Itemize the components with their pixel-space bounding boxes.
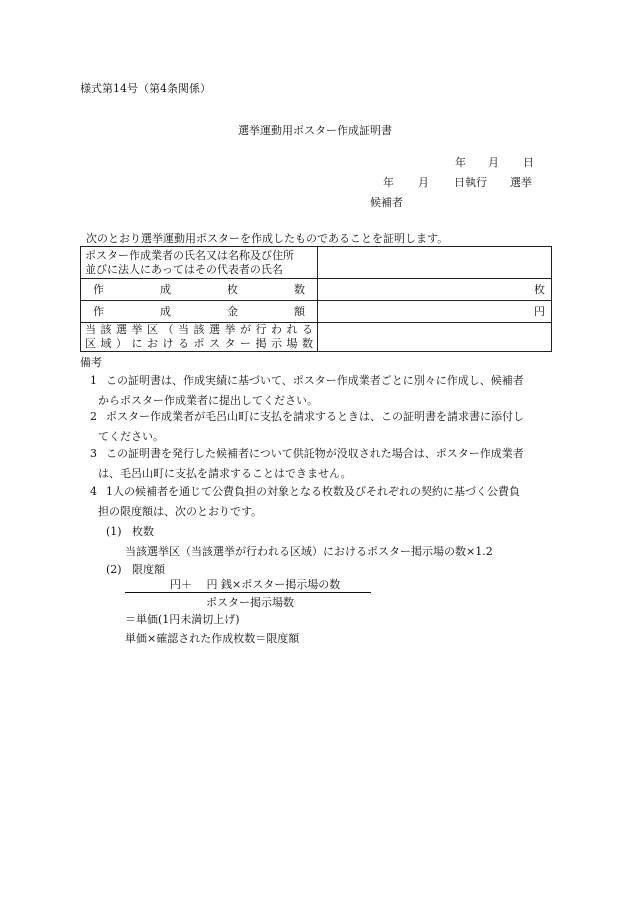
note-line: 担の限度額は、次のとおりです。 xyxy=(98,505,263,518)
date-year: 年 xyxy=(455,156,466,169)
count-label-char: 成 xyxy=(160,282,171,296)
note-number: 1 xyxy=(90,374,97,387)
formula-result-unit-price: ＝単価(1円未満切上げ) xyxy=(125,613,240,626)
sub2-title: 限度額 xyxy=(132,563,165,576)
certificate-table xyxy=(80,246,552,352)
notes-heading: 備考 xyxy=(80,356,102,369)
boards-label-line2: 区域）におけるポスター掲示場数 xyxy=(85,337,313,350)
date-day: 日 xyxy=(523,156,534,169)
note-line: からポスター作成業者に提出してください。 xyxy=(98,394,318,407)
intro-text: 次のとおり選挙運動用ポスターを作成したものであることを証明します。 xyxy=(86,232,449,245)
amount-label-char: 額 xyxy=(294,304,305,318)
note-item xyxy=(80,444,550,484)
boards-value xyxy=(318,323,552,352)
sub2-label: (2) xyxy=(106,563,122,576)
note-number: 4 xyxy=(90,485,97,498)
note-item xyxy=(80,407,550,447)
note-item xyxy=(80,482,550,522)
table-row xyxy=(81,301,552,323)
vendor-label-line2: 並びに法人にあってはその代表者の氏名 xyxy=(85,262,283,276)
note-line: この証明書は、作成実績に基づいて、ポスター作成業者ごとに別々に作成し、候補者 xyxy=(106,374,524,387)
count-label-char: 数 xyxy=(294,282,305,296)
exec-day: 日執行 xyxy=(454,176,487,189)
note-item xyxy=(80,371,550,411)
count-label-char: 枚 xyxy=(227,282,238,296)
fraction-denominator: ポスター掲示場数 xyxy=(206,596,294,609)
vendor-label xyxy=(81,247,318,279)
exec-month: 月 xyxy=(418,176,429,189)
note-line: 1人の候補者を通じて公費負担の対象となる枚数及びそれぞれの契約に基づく公費負 xyxy=(106,485,520,498)
amount-label xyxy=(81,301,318,323)
vendor-value xyxy=(318,247,552,279)
note-line: てください。 xyxy=(98,430,164,443)
formula-result-limit: 単価×確認された作成枚数＝限度額 xyxy=(125,632,300,645)
document-title: 選挙運動用ポスター作成証明書 xyxy=(238,124,392,137)
amount-label-char: 成 xyxy=(160,304,171,318)
boards-label-line1: 当該選挙区（当該選挙が行われる xyxy=(85,323,313,336)
sub1-title: 枚数 xyxy=(132,525,154,538)
count-unit: 枚 xyxy=(318,279,552,301)
table-row xyxy=(81,323,552,352)
note-number: 3 xyxy=(90,447,97,460)
date-month: 月 xyxy=(488,156,499,169)
vendor-label-line1: ポスター作成業者の氏名又は名称及び住所 xyxy=(85,248,294,262)
sub1-label: (1) xyxy=(106,525,122,538)
amount-label-char: 作 xyxy=(93,304,104,318)
fraction-bar xyxy=(125,592,371,593)
table-row xyxy=(81,247,552,279)
note-line: ポスター作成業者が毛呂山町に支払を請求するときは、この証明書を請求書に添付し xyxy=(106,410,524,423)
note-line: は、毛呂山町に支払を請求することはできません。 xyxy=(98,467,352,480)
note-line: この証明書を発行した候補者について供託物が没収された場合は、ポスター作成業者 xyxy=(106,447,524,460)
candidate-label: 候補者 xyxy=(370,196,403,209)
boards-label xyxy=(81,323,318,352)
count-label xyxy=(81,279,318,301)
table-row xyxy=(81,279,552,301)
sub1-text: 当該選挙区（当該選挙が行われる区域）におけるポスター掲示場の数×1.2 xyxy=(125,545,493,558)
form-number: 様式第14号（第4条関係） xyxy=(80,82,211,95)
fraction-numerator: 円＋ 円 銭×ポスター掲示場の数 xyxy=(170,578,341,591)
note-number: 2 xyxy=(90,410,97,423)
amount-label-char: 金 xyxy=(227,304,238,318)
amount-unit: 円 xyxy=(318,301,552,323)
count-label-char: 作 xyxy=(93,282,104,296)
exec-year: 年 xyxy=(383,176,394,189)
election-label: 選挙 xyxy=(510,176,532,189)
